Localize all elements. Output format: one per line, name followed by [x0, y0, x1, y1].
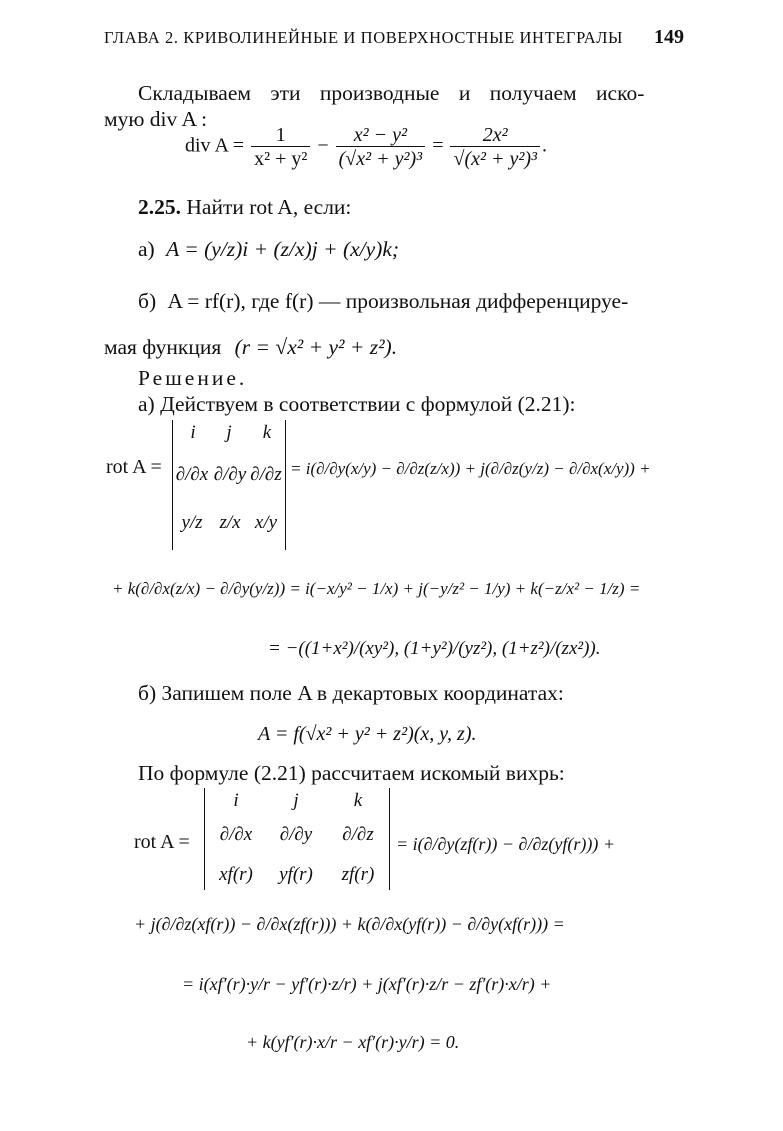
numerator: x² − y²: [353, 124, 408, 146]
item-b-line2: [104, 334, 397, 360]
rot-a-rhs-2: + k(∂/∂x(z/x) − ∂/∂y(y/z)) = i(−x/y² − 1/x) + j(−y/z² − 1/y) + k(−z/x² − 1/z) =: [112, 579, 641, 598]
item-b-text: A = rf(r), где f(r) — произвольная дифференцируе-: [167, 289, 629, 313]
det-a-r2c2: ∂/∂y: [213, 464, 247, 485]
determinant-b: [204, 788, 390, 890]
item-b-text2: мая функция: [104, 335, 222, 359]
running-header: [104, 26, 684, 52]
rot-b-rhs-3: = i(xf′(r)·y/r − yf′(r)·z/r) + j(xf′(r)·z/r − zf′(r)·x/r) +: [182, 974, 552, 994]
det-b-r3c1: xf(r): [219, 864, 253, 885]
chapter-title: ГЛАВА 2. КРИВОЛИНЕЙНЫЕ И ПОВЕРХНОСТНЫЕ ИНТЕГРАЛЫ: [104, 28, 624, 47]
solution-a-text: а) Действуем в соответствии с формулой (2.21):: [138, 392, 576, 416]
rot-lhs-a: rot A =: [106, 456, 162, 478]
determinant-a: [172, 420, 286, 550]
fraction-2: [336, 124, 426, 170]
fraction-1: [251, 124, 310, 170]
fraction-3: [450, 124, 540, 170]
det-b-r2c1: ∂/∂x: [219, 824, 253, 845]
rot-b-rhs-4: + k(yf′(r)·x/r − xf′(r)·y/r) = 0.: [246, 1032, 460, 1052]
text-line-1: Складываем эти производные и получаем иско-: [138, 81, 645, 105]
problem-heading: [138, 194, 351, 220]
det-b-r1c3: k: [353, 790, 363, 811]
denominator: √(x² + y²)³: [450, 146, 540, 170]
det-b-r1c2: j: [293, 790, 299, 811]
problem-text: Найти rot A, если:: [186, 195, 352, 219]
det-b-r3c3: zf(r): [341, 864, 375, 885]
det-a-r3c2: z/x: [219, 512, 241, 533]
det-a-r1c1: i: [190, 422, 196, 443]
problem-number: 2.25.: [138, 195, 181, 219]
det-a-r1c3: k: [262, 422, 272, 443]
text-line-2: мую div A :: [104, 107, 208, 131]
det-a-r3c3: x/y: [254, 512, 278, 533]
det-b-r1c1: i: [233, 790, 239, 811]
page-number: 149: [654, 26, 684, 48]
solution-b-text-2: По формуле (2.21) рассчитаем искомый вихрь:: [138, 761, 565, 785]
rot-a-rhs-1: = i(∂/∂y(x/y) − ∂/∂z(z/x)) + j(∂/∂z(y/z) − ∂/∂x(x/y)) +: [290, 459, 651, 478]
denominator: x² + y²: [251, 146, 310, 170]
rot-b-rhs-1: = i(∂/∂y(zf(r)) − ∂/∂z(yf(r))) +: [396, 834, 615, 854]
item-b: [138, 288, 628, 314]
denominator: (√x² + y²)³: [336, 146, 426, 170]
item-a-formula: A = (y/z)i + (z/x)j + (x/y)k;: [166, 237, 400, 261]
item-a: [138, 236, 399, 262]
rot-a-result: = −((1+x²)/(xy²), (1+y²)/(yz²), (1+z²)/(zx²)).: [268, 638, 601, 659]
det-a-r2c3: ∂/∂z: [250, 464, 282, 485]
rot-lhs-b: rot A =: [134, 831, 190, 853]
det-a-r2c1: ∂/∂x: [175, 464, 209, 485]
div-lhs: div A =: [185, 134, 245, 157]
det-b-r2c2: ∂/∂y: [279, 824, 313, 845]
field-b: A = f(√x² + y² + z²)(x, y, z).: [258, 723, 477, 745]
numerator: 1: [275, 124, 286, 146]
solution-label: Решение.: [138, 366, 248, 390]
det-a-r1c2: j: [226, 422, 232, 443]
div-formula: div A = $\frac{1}{\text{x² + y²}}$ − $\frac{\text{x² − y²}}{\text{(√x² + y²)³}}$ = $\frac{\text{2x²}}{\text{√(x² + y²)³}}$ .: [185, 124, 548, 170]
det-b-r2c3: ∂/∂z: [342, 824, 374, 845]
item-b-label: б): [138, 289, 157, 313]
det-b-r3c2: yf(r): [279, 864, 313, 885]
item-a-label: а): [138, 237, 155, 261]
solution-b-text: б) Запишем поле A в декартовых координатах:: [138, 681, 564, 705]
r-definition: (r = √x² + y² + z²).: [234, 335, 398, 359]
det-a-r3c1: y/z: [181, 512, 203, 533]
numerator: 2x²: [482, 124, 508, 146]
rot-b-rhs-2: + j(∂/∂z(xf(r)) − ∂/∂x(zf(r))) + k(∂/∂x(yf(r)) − ∂/∂y(xf(r))) =: [134, 914, 565, 934]
